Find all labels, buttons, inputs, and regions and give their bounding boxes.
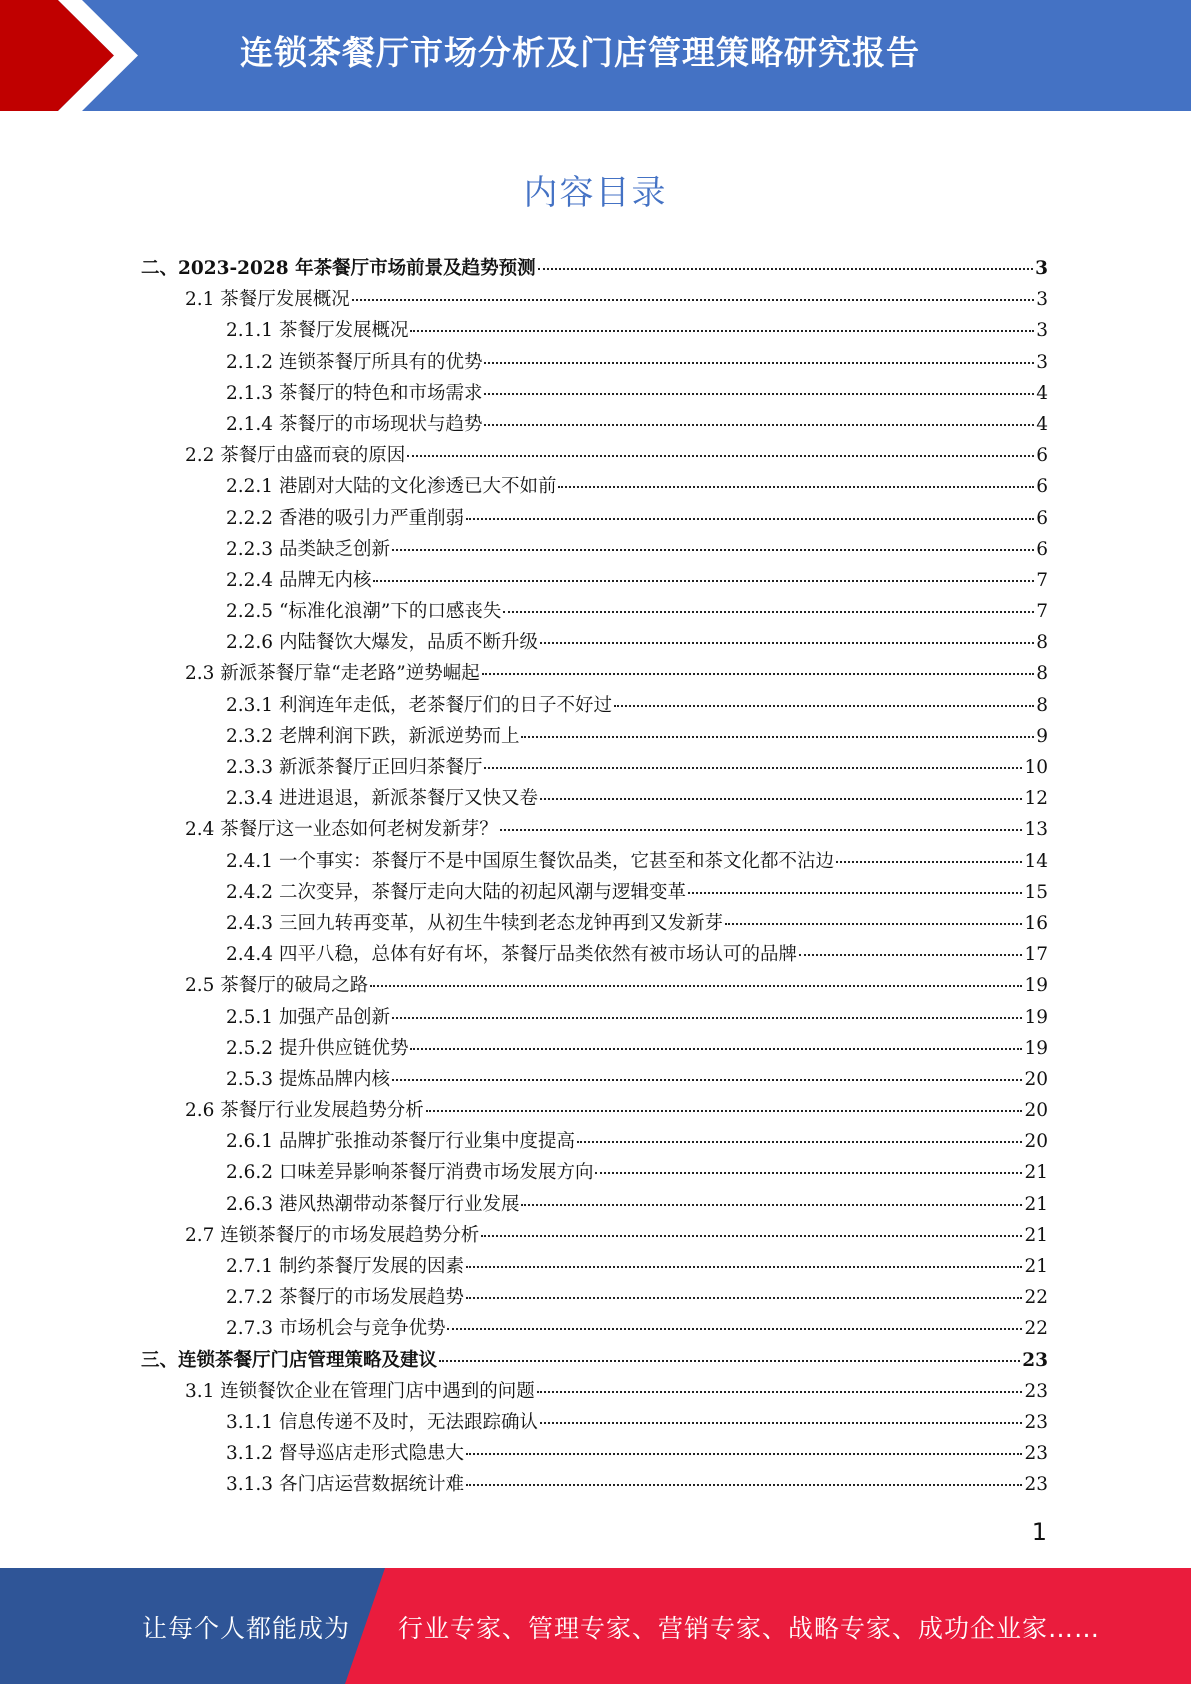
toc-entry[interactable]: [141, 1346, 1048, 1377]
toc-dot-leader: [577, 1141, 1022, 1143]
toc-dot-leader: [688, 892, 1022, 894]
toc-entry[interactable]: [141, 971, 1048, 1002]
toc-entry-page: 17: [1024, 944, 1048, 966]
toc-entry-title: 2.4.1 一个事实：茶餐厅不是中国原生餐饮品类，它甚至和茶文化都不沾边: [226, 850, 834, 872]
toc-dot-leader: [407, 455, 1034, 457]
toc-entry[interactable]: [141, 659, 1048, 690]
toc-entry-title: 2.2.5 “标准化浪潮”下的口感丧失: [226, 601, 502, 623]
toc-entry[interactable]: [141, 410, 1048, 441]
toc-entry-title: 2.5 茶餐厅的破局之路: [185, 975, 369, 997]
red-chevron-icon: [0, 0, 150, 111]
toc-entry-page: 23: [1024, 1380, 1048, 1402]
toc-entry-page: 6: [1036, 507, 1048, 529]
toc-entry-page: 21: [1024, 1162, 1048, 1184]
toc-entry[interactable]: [141, 909, 1048, 940]
toc-dot-leader: [521, 736, 1034, 738]
toc-entry-page: 20: [1024, 1100, 1048, 1122]
toc-dot-leader: [439, 1360, 1020, 1362]
toc-dot-leader: [370, 985, 1022, 987]
toc-entry-title: 2.2.4 品牌无内核: [226, 569, 372, 591]
toc-entry[interactable]: [141, 1408, 1048, 1439]
toc-entry-page: 16: [1024, 912, 1048, 934]
toc-dot-leader: [538, 268, 1034, 270]
toc-dot-leader: [484, 393, 1034, 395]
toc-entry-title: 2.3.2 老牌利润下跌，新派逆势而上: [226, 725, 520, 747]
toc-entry-page: 19: [1024, 1037, 1048, 1059]
toc-entry-title: 2.3.4 进进退退，新派茶餐厅又快又卷: [226, 788, 538, 810]
toc-entry-page: 12: [1024, 788, 1048, 810]
toc-entry-page: 23: [1022, 1349, 1048, 1371]
toc-entry-title: 2.4.4 四平八稳，总体有好有坏，茶餐厅品类依然有被市场认可的品牌: [226, 944, 797, 966]
toc-entry-title: 2.6.1 品牌扩张推动茶餐厅行业集中度提高: [226, 1131, 575, 1153]
toc-heading: 内容目录: [523, 173, 668, 213]
toc-entry-title: 2.4.3 三回九转再变革，从初生牛犊到老态龙钟再到又发新芽: [226, 912, 723, 934]
toc-entry-page: 23: [1024, 1443, 1048, 1465]
toc-entry[interactable]: [141, 1470, 1048, 1501]
toc-entry-page: 23: [1024, 1474, 1048, 1496]
toc-entry[interactable]: [141, 316, 1048, 347]
header-banner: [0, 0, 1191, 111]
toc-dot-leader: [500, 829, 1023, 831]
toc-entry-title: 2.6.3 港风热潮带动茶餐厅行业发展: [226, 1193, 520, 1215]
footer-slogan-left: 让每个人都能成为: [142, 1614, 351, 1643]
toc-dot-leader: [484, 362, 1034, 364]
toc-entry[interactable]: [141, 691, 1048, 722]
toc-dot-leader: [373, 580, 1034, 582]
toc-entry[interactable]: [141, 1158, 1048, 1189]
toc-entry-title: 2.2.1 港剧对大陆的文化渗透已大不如前: [226, 476, 557, 498]
toc-entry[interactable]: [141, 1190, 1048, 1221]
toc-entry-title: 2.3 新派茶餐厅靠“走老路”逆势崛起: [185, 663, 480, 685]
toc-dot-leader: [481, 1235, 1022, 1237]
toc-entry-title: 2.6 茶餐厅行业发展趋势分析: [185, 1100, 424, 1122]
toc-dot-leader: [595, 1172, 1022, 1174]
toc-entry[interactable]: [141, 535, 1048, 566]
toc-dot-leader: [836, 861, 1022, 863]
toc-dot-leader: [466, 1266, 1022, 1268]
document-title: 连锁茶餐厅市场分析及门店管理策略研究报告: [240, 33, 920, 72]
toc-entry-page: 13: [1024, 819, 1048, 841]
toc-entry[interactable]: [141, 753, 1048, 784]
toc-entry-page: 9: [1036, 725, 1048, 747]
toc-entry-page: 6: [1036, 538, 1048, 560]
toc-entry-title: 2.4 茶餐厅这一业态如何老树发新芽？: [185, 819, 498, 841]
toc-entry[interactable]: [141, 878, 1048, 909]
toc-dot-leader: [558, 486, 1034, 488]
toc-entry[interactable]: [141, 254, 1048, 285]
toc-dot-leader: [466, 1484, 1022, 1486]
toc-entry-title: 2.2 茶餐厅由盛而衰的原因: [185, 445, 406, 467]
toc-dot-leader: [410, 330, 1034, 332]
toc-dot-leader: [466, 1453, 1022, 1455]
toc-dot-leader: [725, 923, 1022, 925]
toc-dot-leader: [540, 798, 1022, 800]
toc-entry-page: 20: [1024, 1068, 1048, 1090]
toc-entry[interactable]: [141, 1221, 1048, 1252]
toc-entry-title: 2.1.4 茶餐厅的市场现状与趋势: [226, 413, 483, 435]
toc-entry-title: 2.6.2 口味差异影响茶餐厅消费市场发展方向: [226, 1162, 594, 1184]
toc-dot-leader: [540, 1422, 1022, 1424]
toc-entry[interactable]: [141, 285, 1048, 316]
toc-entry-title: 2.2.2 香港的吸引力严重削弱: [226, 507, 464, 529]
footer-slogan-right: 行业专家、管理专家、营销专家、战略专家、成功企业家……: [398, 1614, 1101, 1643]
toc-entry-page: 4: [1036, 413, 1048, 435]
toc-entry-page: 6: [1036, 476, 1048, 498]
toc-dot-leader: [614, 705, 1034, 707]
toc-dot-leader: [521, 1204, 1022, 1206]
toc-dot-leader: [466, 1297, 1022, 1299]
toc-dot-leader: [352, 299, 1034, 301]
toc-dot-leader: [484, 424, 1034, 426]
toc-entry-page: 6: [1036, 445, 1048, 467]
toc-entry-title: 2.3.3 新派茶餐厅正回归茶餐厅: [226, 757, 483, 778]
toc-entry-title: 2.4.2 二次变异，茶餐厅走向大陆的初起风潮与逻辑变革: [226, 881, 686, 903]
toc-entry-page: 3: [1036, 289, 1048, 311]
toc-entry-page: 19: [1024, 975, 1048, 997]
toc-entry-title: 3.1.1 信息传递不及时，无法跟踪确认: [226, 1411, 538, 1433]
toc-entry-title: 2.1.2 连锁茶餐厅所具有的优势: [226, 351, 483, 373]
toc-entry-title: 3.1.2 督导巡店走形式隐患大: [226, 1443, 464, 1465]
toc-entry[interactable]: [141, 722, 1048, 753]
toc-entry-title: 2.7.3 市场机会与竞争优势: [226, 1318, 446, 1340]
toc-entry-title: 二、2023-2028 年茶餐厅市场前景及趋势预测: [141, 258, 536, 279]
toc-entry[interactable]: [141, 504, 1048, 535]
toc-entry-title: 3.1 连锁餐饮企业在管理门店中遇到的问题: [185, 1380, 535, 1402]
toc-entry[interactable]: [141, 1127, 1048, 1158]
toc-entry-page: 8: [1036, 663, 1048, 685]
toc-dot-leader: [447, 1328, 1022, 1330]
toc-dot-leader: [799, 954, 1022, 956]
table-of-contents: [141, 254, 1048, 1502]
toc-entry-page: 14: [1024, 850, 1048, 872]
toc-entry-page: 10: [1024, 757, 1048, 778]
toc-entry[interactable]: [141, 441, 1048, 472]
toc-entry[interactable]: [141, 1377, 1048, 1408]
toc-entry[interactable]: [141, 784, 1048, 815]
toc-dot-leader: [410, 1048, 1022, 1050]
toc-entry-title: 2.7 连锁茶餐厅的市场发展趋势分析: [185, 1224, 480, 1246]
page-number: 1: [1031, 1518, 1047, 1546]
toc-entry[interactable]: [141, 1439, 1048, 1470]
toc-entry-page: 8: [1036, 632, 1048, 654]
toc-entry-page: 3: [1036, 351, 1048, 373]
toc-entry[interactable]: [141, 379, 1048, 410]
toc-dot-leader: [392, 1017, 1022, 1019]
toc-entry-title: 2.5.3 提炼品牌内核: [226, 1068, 390, 1090]
footer-banner: [0, 1568, 1191, 1684]
toc-dot-leader: [484, 767, 1022, 769]
toc-entry-page: 7: [1036, 569, 1048, 591]
toc-entry-title: 2.7.1 制约茶餐厅发展的因素: [226, 1256, 464, 1277]
toc-entry-page: 7: [1036, 601, 1048, 623]
toc-dot-leader: [466, 518, 1034, 520]
toc-entry-page: 22: [1024, 1318, 1048, 1340]
toc-entry[interactable]: [141, 940, 1048, 971]
toc-dot-leader: [503, 611, 1034, 613]
toc-entry[interactable]: [141, 597, 1048, 628]
toc-dot-leader: [392, 1079, 1022, 1081]
toc-entry-page: 21: [1024, 1193, 1048, 1215]
toc-entry[interactable]: [141, 472, 1048, 503]
toc-dot-leader: [392, 549, 1034, 551]
toc-entry-page: 23: [1024, 1411, 1048, 1433]
toc-entry-title: 2.1.3 茶餐厅的特色和市场需求: [226, 382, 483, 404]
toc-entry[interactable]: [141, 1034, 1048, 1065]
toc-entry[interactable]: [141, 815, 1048, 846]
toc-dot-leader: [540, 642, 1034, 644]
toc-entry-page: 3: [1035, 258, 1048, 279]
toc-entry-page: 3: [1036, 320, 1048, 342]
toc-entry-title: 2.5.2 提升供应链优势: [226, 1037, 409, 1059]
toc-entry-title: 2.2.3 品类缺乏创新: [226, 538, 390, 560]
toc-dot-leader: [426, 1110, 1023, 1112]
toc-entry[interactable]: [141, 847, 1048, 878]
toc-entry-page: 8: [1036, 694, 1048, 716]
toc-dot-leader: [537, 1391, 1023, 1393]
toc-entry[interactable]: [141, 348, 1048, 379]
toc-entry-title: 3.1.3 各门店运营数据统计难: [226, 1474, 464, 1496]
toc-entry[interactable]: [141, 1314, 1048, 1345]
toc-entry[interactable]: [141, 1283, 1048, 1314]
toc-entry-page: 15: [1024, 881, 1048, 903]
toc-entry[interactable]: [141, 566, 1048, 597]
toc-entry-title: 2.2.6 内陆餐饮大爆发，品质不断升级: [226, 632, 538, 654]
toc-entry-title: 2.5.1 加强产品创新: [226, 1006, 390, 1028]
toc-entry-page: 20: [1024, 1131, 1048, 1153]
toc-entry[interactable]: [141, 1003, 1048, 1034]
toc-entry[interactable]: [141, 1065, 1048, 1096]
toc-entry-title: 2.1 茶餐厅发展概况: [185, 289, 350, 311]
toc-dot-leader: [482, 673, 1035, 675]
toc-entry-title: 2.7.2 茶餐厅的市场发展趋势: [226, 1287, 464, 1309]
toc-entry-title: 2.3.1 利润连年走低，老茶餐厅们的日子不好过: [226, 694, 612, 716]
toc-entry[interactable]: [141, 1096, 1048, 1127]
toc-entry[interactable]: [141, 1252, 1048, 1283]
toc-entry-title: 三、连锁茶餐厅门店管理策略及建议: [141, 1349, 438, 1371]
toc-entry-page: 22: [1024, 1287, 1048, 1309]
toc-entry-title: 2.1.1 茶餐厅发展概况: [226, 320, 409, 342]
toc-entry-page: 4: [1036, 382, 1048, 404]
toc-entry-page: 19: [1024, 1006, 1048, 1028]
toc-entry-page: 21: [1024, 1224, 1048, 1246]
toc-entry[interactable]: [141, 628, 1048, 659]
toc-entry-page: 21: [1024, 1256, 1048, 1277]
